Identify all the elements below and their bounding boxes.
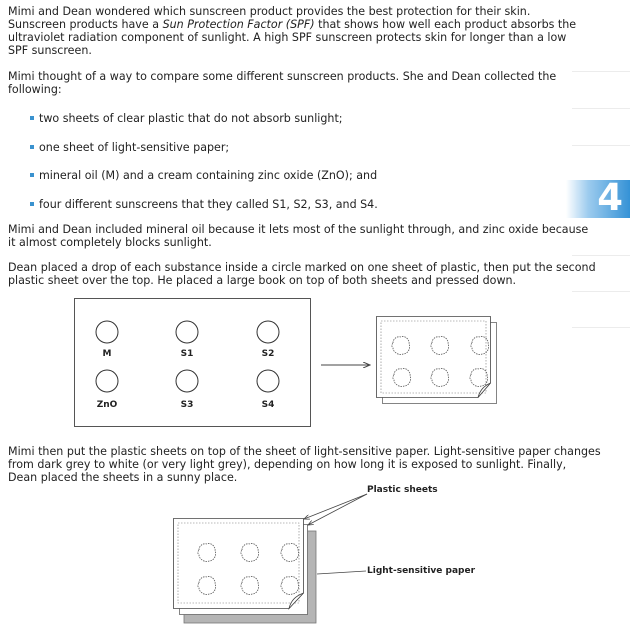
leader-line [308, 494, 367, 525]
sample-label: S3 [180, 400, 194, 410]
text-line: Dean placed the sheets in a sunny place. [8, 471, 238, 484]
text-line: Mimi thought of a way to compare some different sunscreen products. She and Dean collected the [8, 70, 557, 83]
list-item: one sheet of light-sensitive paper; [30, 141, 229, 154]
pressed-sheets-figure [377, 317, 497, 404]
front-plastic-sheet [174, 519, 304, 609]
text-line: Dean placed a drop of each substance inside a circle marked on one sheet of plastic, then put the second [8, 261, 596, 274]
plastic-sheets-label: Plastic sheets [367, 485, 438, 495]
leader-line [304, 494, 367, 519]
text-line: Mimi and Dean included mineral oil because it lets most of the sunlight through, and zinc oxide because [8, 223, 589, 236]
text-line: ultraviolet radiation component of sunlight. A high SPF sunscreen protects skin for longer than a low [8, 31, 567, 44]
sample-sheet-figure [75, 299, 311, 427]
spf-term: Sun Protection Factor (SPF) [162, 18, 315, 31]
text-line: Mimi and Dean wondered which sunscreen product provides the best protection for their skin. [8, 5, 531, 18]
light-sensitive-paper-label: Light-sensitive paper [367, 566, 476, 576]
front-sheet [377, 317, 491, 398]
list-item: two sheets of clear plastic that do not absorb sunlight; [30, 112, 343, 125]
text-line: Sunscreen products have a Sun Protection Factor (SPF) that shows how well each product absorbs the [8, 18, 577, 31]
sample-label: S1 [180, 349, 194, 359]
text-line: it almost completely blocks sunlight. [8, 236, 212, 249]
sample-label: S4 [261, 400, 275, 410]
sample-label: M [102, 349, 112, 359]
sample-label: S2 [261, 349, 275, 359]
sample-label: ZnO [96, 400, 118, 410]
text-line: from dark grey to white (or very light grey), depending on how long it is exposed to sunlight. Finally, [8, 458, 567, 471]
list-item: four different sunscreens that they called S1, S2, S3, and S4. [30, 198, 378, 211]
text-line: following: [8, 83, 62, 96]
text-line: Mimi then put the plastic sheets on top of the sheet of light-sensitive paper. Light-sensitive paper changes [8, 445, 601, 458]
list-item: mineral oil (M) and a cream containing zinc oxide (ZnO); and [30, 169, 377, 182]
text-line: plastic sheet over the top. He placed a large book on top of both sheets and pressed down. [8, 274, 517, 287]
section-number: 4 [597, 176, 623, 219]
text-line: SPF sunscreen. [8, 44, 92, 57]
exposure-setup-figure [174, 485, 476, 623]
leader-line [317, 571, 366, 574]
